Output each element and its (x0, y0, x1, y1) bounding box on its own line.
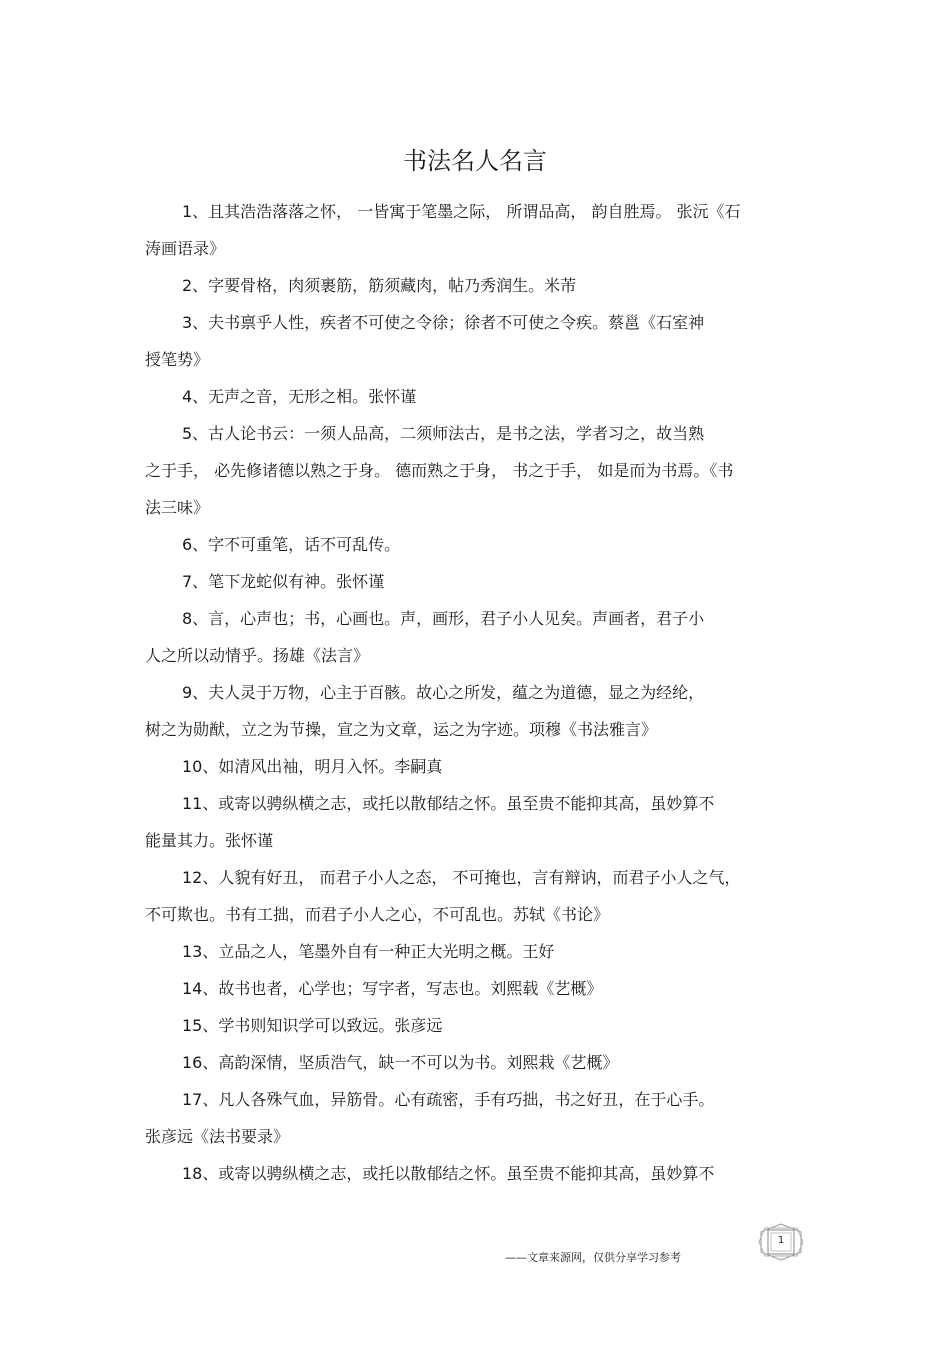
quote-line: 11、或寄以骋纵横之志，或托以散郁结之怀。虽至贵不能抑其高，虽妙算不 (182, 794, 715, 813)
quote-line: 10、如清风出袖，明月入怀。李嗣真 (182, 757, 443, 776)
quote-item (145, 415, 807, 526)
quote-line: 张彦远《法书要录》 (145, 1127, 290, 1146)
quote-item (145, 748, 807, 785)
page-number: 1 (777, 1235, 785, 1246)
quote-item (145, 600, 807, 674)
quote-line: 之于手， 必先修诸德以熟之于身。 德而熟之于身， 书之于手， 如是而为书焉。《书 (145, 461, 734, 480)
quote-line: 12、人貌有好丑， 而君子小人之态， 不可掩也，言有辩讷，而君子小人之气， (182, 868, 741, 887)
quote-item (145, 1044, 807, 1081)
quote-item (145, 785, 807, 859)
quote-item (145, 267, 807, 304)
quote-list (145, 193, 807, 1192)
quote-item (145, 674, 807, 748)
quote-item (145, 1007, 807, 1044)
quote-line: 15、学书则知识学可以致远。张彦远 (182, 1016, 443, 1035)
quote-line: 14、故书也者，心学也；写字者，写志也。刘熙载《艺概》 (182, 979, 603, 998)
quote-line: 17、凡人各殊气血，异筋骨。心有疏密，手有巧拙，书之好丑，在于心手。 (182, 1090, 715, 1109)
quote-item (145, 193, 807, 267)
quote-item (145, 563, 807, 600)
quote-item (145, 1155, 807, 1192)
quote-line: 法三味》 (145, 498, 210, 517)
quote-line: 不可欺也。书有工拙，而君子小人之心，不可乱也。苏轼《书论》 (145, 905, 610, 924)
quote-line: 树之为勋猷，立之为节操，宣之为文章，运之为字迹。项穆《书法雅言》 (145, 720, 658, 739)
quote-item (145, 526, 807, 563)
page-title: 书法名人名言 (403, 147, 547, 175)
quote-line: 能量其力。张怀谨 (145, 831, 274, 850)
quote-line: 2、字要骨格，肉须裹筋，筋须藏肉，帖乃秀润生。米芾 (182, 276, 577, 295)
quote-line: 人之所以动情乎。扬雄《法言》 (145, 646, 370, 665)
quote-item (145, 933, 807, 970)
quote-line: 7、笔下龙蛇似有神。张怀谨 (182, 572, 385, 591)
quote-line: 8、言，心声也；书，心画也。声，画形，君子小人见矣。声画者，君子小 (182, 609, 705, 628)
quote-item (145, 1081, 807, 1155)
quote-line: 9、夫人灵于万物，心主于百骸。故心之所发，蕴之为道德，显之为经纶， (182, 683, 705, 702)
quote-line: 授笔势》 (145, 350, 210, 369)
quote-line: 18、或寄以骋纵横之志，或托以散郁结之怀。虽至贵不能抑其高，虽妙算不 (182, 1164, 715, 1183)
quote-item (145, 970, 807, 1007)
quote-line: 6、字不可重笔，话不可乱传。 (182, 535, 401, 554)
quote-line: 16、高韵深情，坚质浩气，缺一不可以为书。刘熙栽《艺概》 (182, 1053, 619, 1072)
quote-line: 1、且其浩浩落落之怀， 一皆寓于笔墨之际， 所谓品高， 韵自胜焉。 张沅《石 (182, 202, 741, 221)
quote-item (145, 304, 807, 378)
quote-item (145, 378, 807, 415)
quote-line: 5、古人论书云：一须人品高，二须师法古，是书之法，学者习之，故当熟 (182, 424, 705, 443)
quote-line: 4、无声之音，无形之相。张怀谨 (182, 387, 417, 406)
quote-line: 3、夫书禀乎人性，疾者不可使之令徐；徐者不可使之令疾。蔡邕《石室神 (182, 313, 705, 332)
page-number-badge (757, 1222, 805, 1262)
quote-line: 涛画语录》 (145, 239, 226, 258)
quote-line: 13、立品之人，笔墨外自有一种正大光明之概。王好 (182, 942, 555, 961)
footer-source-note: ——文章来源网，仅供分享学习参考 (505, 1251, 681, 1264)
quote-item (145, 859, 807, 933)
